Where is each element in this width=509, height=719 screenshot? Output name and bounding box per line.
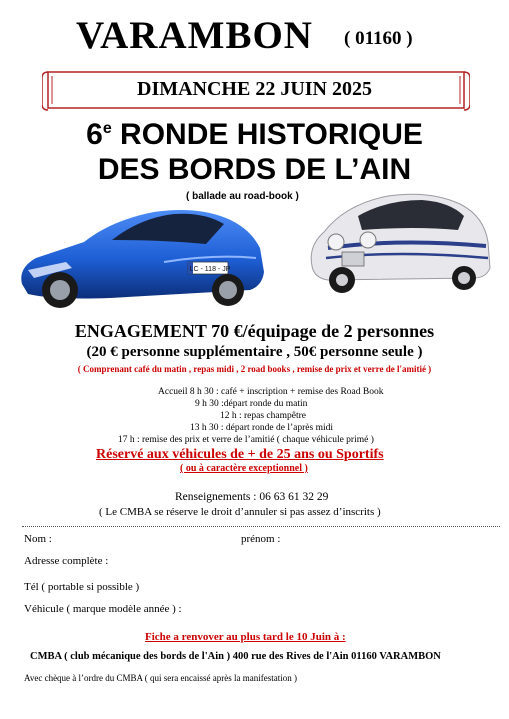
postal-code: ( 01160 ) [344,28,413,49]
form-label-nom: Nom : [24,533,52,545]
cancellation-notice: ( Le CMBA se réserve le droit d’annuler si pas assez d’inscrits ) [99,506,381,518]
supplement-price: (20 € personne supplémentaire , 50€ personne seule ) [86,344,423,360]
event-title-line2: DES BORDS DE L’AIN [97,153,412,186]
programme-item: Accueil 8 h 30 : café + inscription + remise des Road Book [158,387,384,397]
payment-note: Avec chèque à l’ordre du CMBA ( qui sera encaissé après la manifestation ) [24,673,297,683]
programme-item: 12 h : repas champêtre [220,411,306,421]
club-address: CMBA ( club mécanique des bords de l'Ain ) 400 rue des Rives de l'Ain 01160 VARAMBON [30,651,441,662]
form-label-adresse: Adresse complète : [24,555,109,567]
license-plate: LC - 118 - JP [189,266,231,273]
white-2cv-car-image [298,186,496,296]
title-number: 6 [86,118,103,151]
title-ordinal: e [102,120,112,137]
programme-item: 9 h 30 :départ ronde du matin [195,399,308,409]
event-subtitle: ( ballade au road-book ) [186,191,299,202]
eligibility-exception: ( ou à caractère exceptionnel ) [180,463,308,474]
town-name: VARAMBON [76,14,313,57]
return-deadline: Fiche a renvover au plus tard le 10 Juin à : [145,631,346,643]
programme-item: 13 h 30 : départ ronde de l’après midi [190,423,333,433]
event-date: DIMANCHE 22 JUIN 2025 [137,78,372,100]
contact-phone: Renseignements : 06 63 61 32 29 [175,491,329,503]
engagement-price: ENGAGEMENT 70 €/équipage de 2 personnes [74,321,435,341]
included-items: ( Comprenant café du matin , repas midi , 2 road books , remise de prix et verre de l'amitié ) [77,364,432,374]
form-divider [22,526,500,527]
form-label-tel: Tél ( portable si possible ) [24,581,140,593]
event-title-line1 [0,118,509,152]
title-rest: RONDE HISTORIQUE [111,118,423,151]
form-label-prenom: prénom : [241,533,281,545]
blue-sports-car-image [14,192,270,322]
eligibility-notice: Réservé aux véhicules de + de 25 ans ou Sportifs [96,447,384,462]
form-label-vehicule: Véhicule ( marque modèle année ) : [24,603,182,615]
programme-item: 17 h : remise des prix et verre de l’amitié ( chaque véhicule primé ) [118,435,374,445]
